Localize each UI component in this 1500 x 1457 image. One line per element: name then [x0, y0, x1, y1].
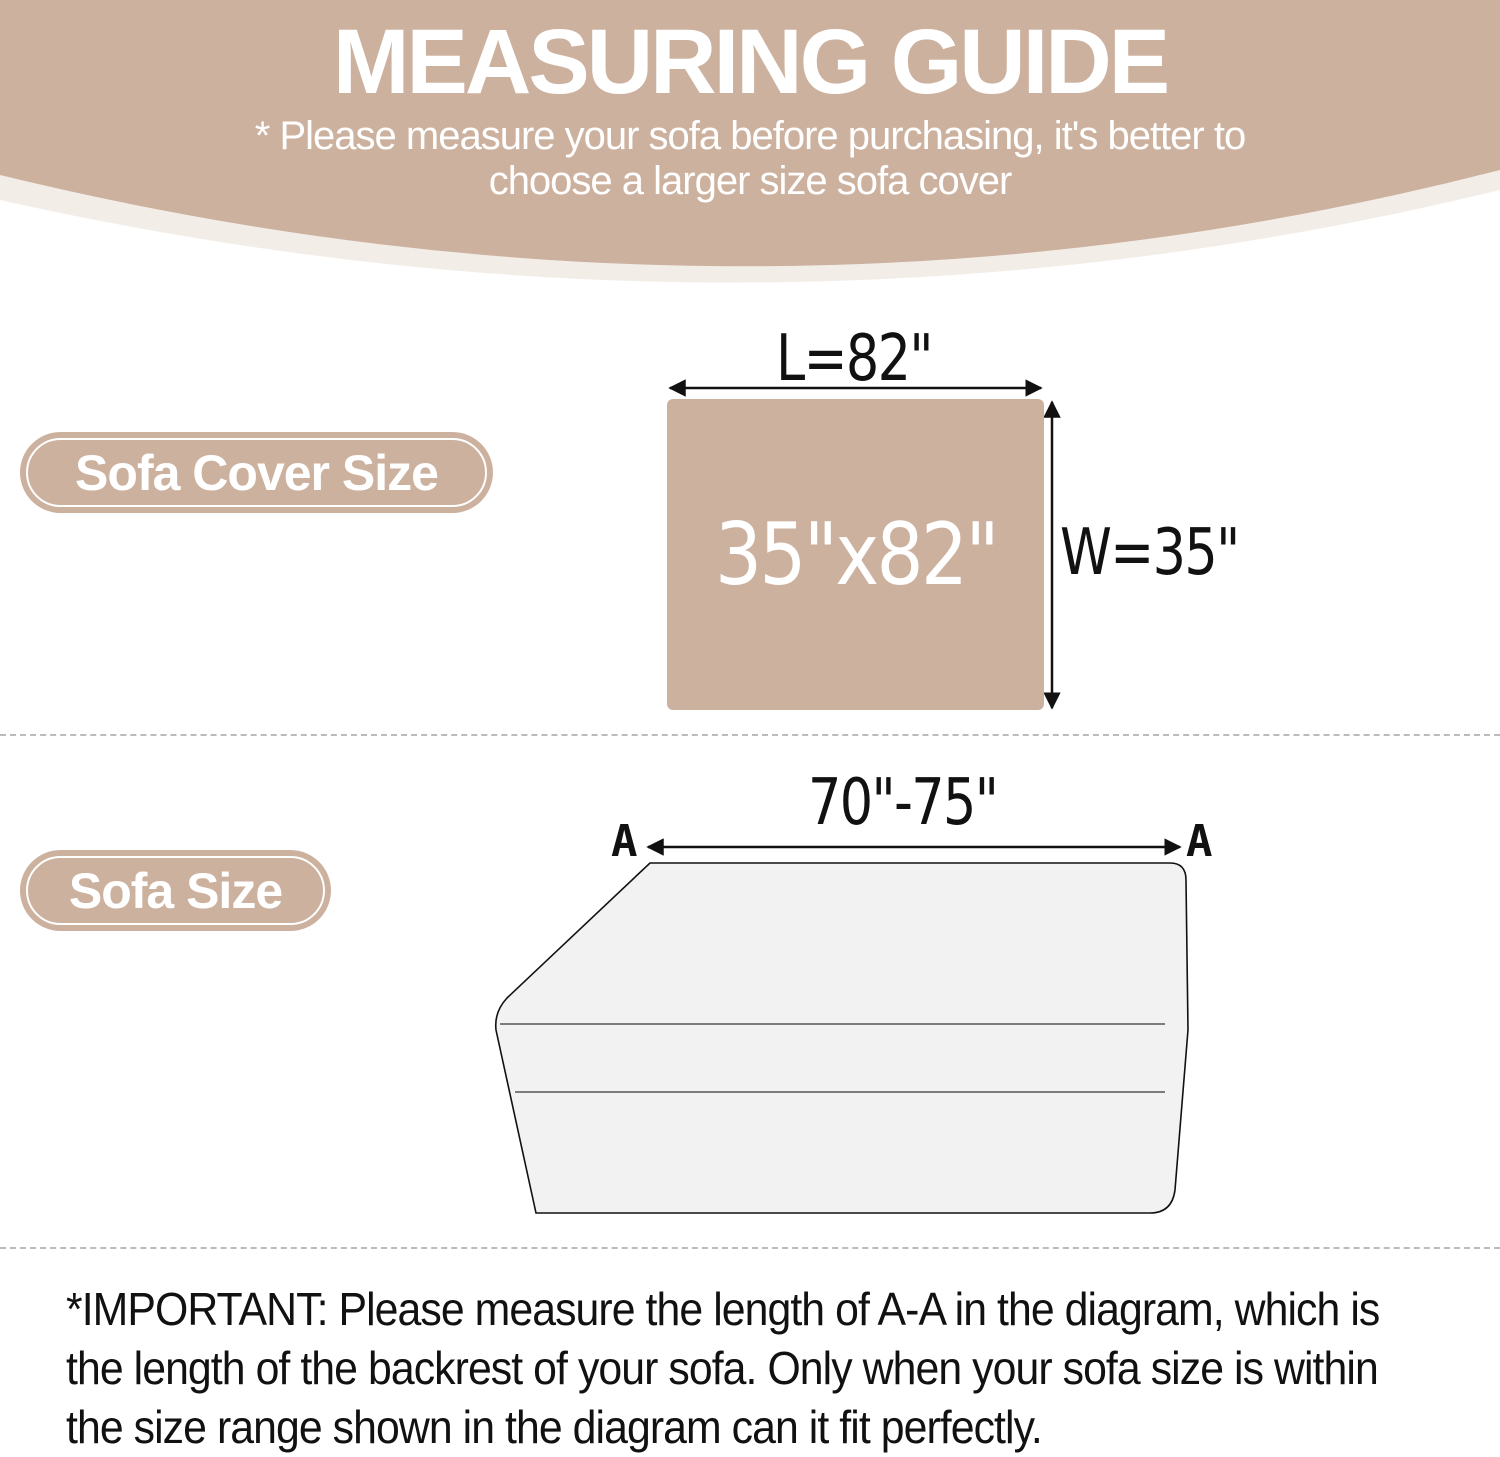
- sofa-cover-rectangle: [667, 399, 1044, 710]
- sofa-cover-size-label: Sofa Cover Size: [26, 438, 487, 507]
- point-a-left-label: A: [611, 816, 638, 867]
- width-label: W=35": [1060, 516, 1239, 590]
- sofa-shape: [496, 863, 1188, 1213]
- important-note: *IMPORTANT: Please measure the length of A-A in the diagram, which is the length of the backrest of your sofa. Only when your sofa size is within the size range shown in the diagram can it fit perfectly.: [66, 1283, 1380, 1453]
- point-a-right-label: A: [1186, 816, 1213, 867]
- length-label: L=82": [776, 322, 932, 396]
- sofa-size-range-label: 70"-75": [808, 766, 998, 840]
- page-title: MEASURING GUIDE: [332, 11, 1168, 113]
- page-subtitle: * Please measure your sofa before purchasing, it's better to choose a larger size sofa cover: [254, 114, 1246, 203]
- sofa-cover-size-value: 35"x82": [714, 504, 997, 605]
- sofa-size-label: Sofa Size: [26, 856, 325, 925]
